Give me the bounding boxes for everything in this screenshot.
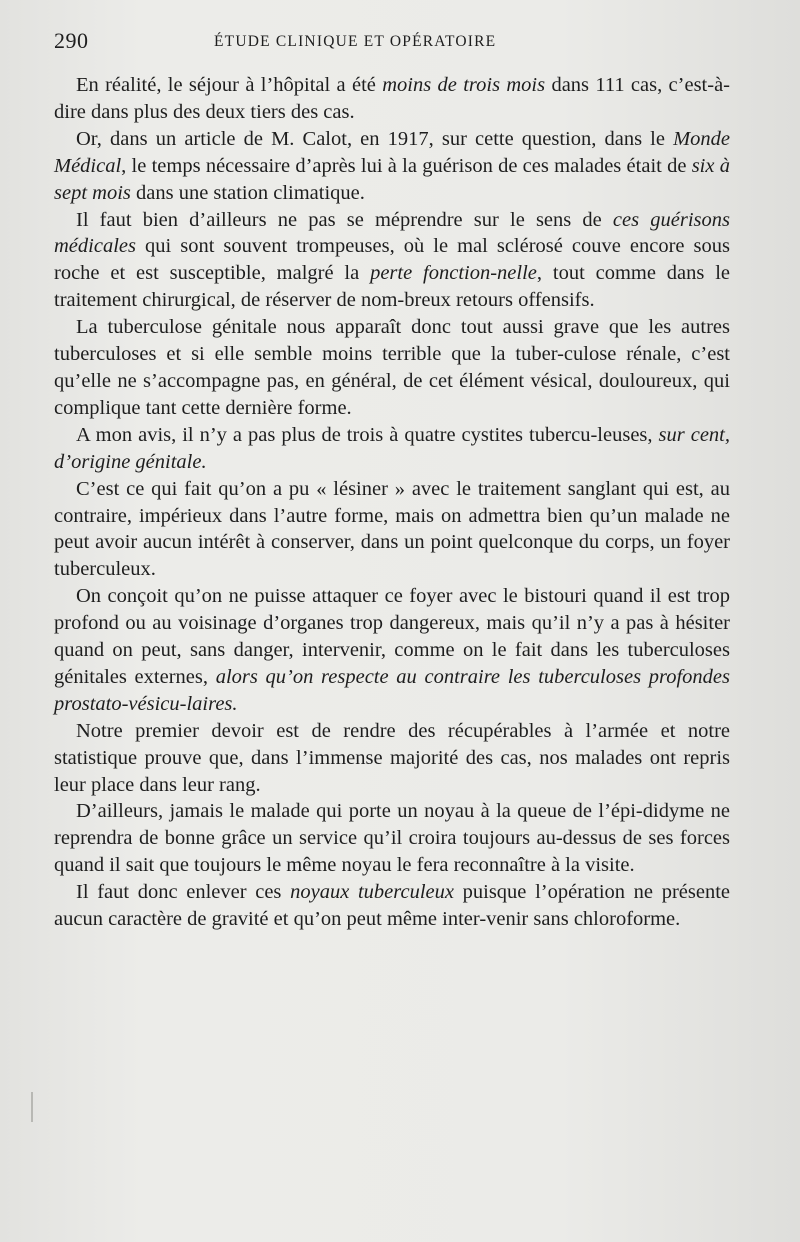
text-run: puisque l’opération ne présente aucun caractère de gravité et qu’on peut même inter-venir sans chloroforme.: [54, 881, 730, 931]
italic-run: moins de trois mois: [382, 74, 546, 96]
paragraph: [54, 126, 730, 207]
italic-run: six à sept mois: [54, 154, 730, 204]
text-run: , tout comme dans le traitement chirurgical, de réserver de nom-breux retours offensifs.: [54, 262, 731, 312]
text-run: Notre premier devoir est de rendre des récupérables à l’armée et notre statistique prouve que, dans l’immense majorité des cas, nos malades ont repris leur place dans leur rang.: [54, 719, 730, 796]
paragraph: [54, 422, 730, 476]
text-run: D’ailleurs, jamais le malade qui porte un noyau à la queue de l’épi-didyme ne reprendra de bonne grâce un service qu’il croira toujours au-dessus de ses forces quand il sait que toujours le même noyau le fera reconnaître à la visite.: [54, 800, 730, 877]
italic-run: perte fonction-nelle: [370, 262, 537, 285]
italic-run: alors qu’on respecte au contraire les tuberculoses profondes prostato-vésicu-laires.: [54, 665, 730, 715]
text-run: C’est ce qui fait qu’on a pu « lésiner » avec le traitement sanglant qui est, au contraire, impérieux dans l’autre forme, mais on admettra bien qu’un malade ne peut avoir aucun intérêt à conserver, dans un point quelconque du corps, un foyer tuberculeux.: [54, 477, 730, 581]
paragraph: [54, 207, 730, 315]
text-run: A mon avis, il n’y a pas plus de trois à quatre cystites tubercu-leuses,: [76, 423, 659, 446]
text-run: Il faut bien d’ailleurs ne pas se méprendre sur le sens de: [76, 208, 613, 231]
running-title: ÉTUDE CLINIQUE ET OPÉRATOIRE: [214, 33, 497, 50]
page-header: [54, 28, 754, 58]
paragraph: [54, 718, 730, 799]
text-run: En réalité, le séjour à l’hôpital a été: [76, 74, 383, 96]
body-text: [54, 72, 730, 933]
paragraph: [54, 879, 730, 933]
italic-run: sur cent, d’origine génitale.: [54, 423, 730, 473]
italic-run: noyaux tuberculeux: [290, 881, 454, 904]
text-run: dans 111 cas, c’est-à-dire dans plus des deux tiers des cas.: [54, 74, 730, 123]
text-run: dans une station climatique.: [130, 181, 365, 204]
paragraph: [54, 476, 730, 584]
paragraph: [54, 798, 730, 879]
page-number: 290: [54, 28, 89, 53]
paragraph: [54, 583, 730, 718]
text-run: Or, dans un article de M. Calot, en 1917, sur cette question, dans le: [76, 127, 674, 150]
margin-mark: [31, 1092, 33, 1122]
text-run: Il faut donc enlever ces: [76, 881, 291, 904]
text-run: La tuberculose génitale nous apparaît donc tout aussi grave que les autres tuberculoses et si elle semble moins terrible que la tuber-culose rénale, c’est qu’elle ne s’accompagne pas, en général, de cet élément vésical, douloureux, qui complique tant cette dernière forme.: [54, 316, 730, 419]
text-run: On conçoit qu’on ne puisse attaquer ce foyer avec le bistouri quand il est trop profond ou au voisinage d’organes trop dangereux, mais qu’il n’y a pas à hésiter quand on peut, sans danger, intervenir, comme on le fait dans les tuberculoses génitales externes,: [54, 585, 730, 688]
italic-run: ces guérisons médicales: [54, 208, 730, 258]
text-run: , le temps nécessaire d’après lui à la guérison de ces malades était de: [121, 154, 692, 177]
paragraph: [54, 314, 730, 422]
text-run: qui sont souvent trompeuses, où le mal sclérosé couve encore sous roche et est susceptible, malgré la: [54, 235, 730, 285]
paragraph: [54, 72, 730, 126]
italic-run: Monde Médical: [54, 127, 730, 177]
